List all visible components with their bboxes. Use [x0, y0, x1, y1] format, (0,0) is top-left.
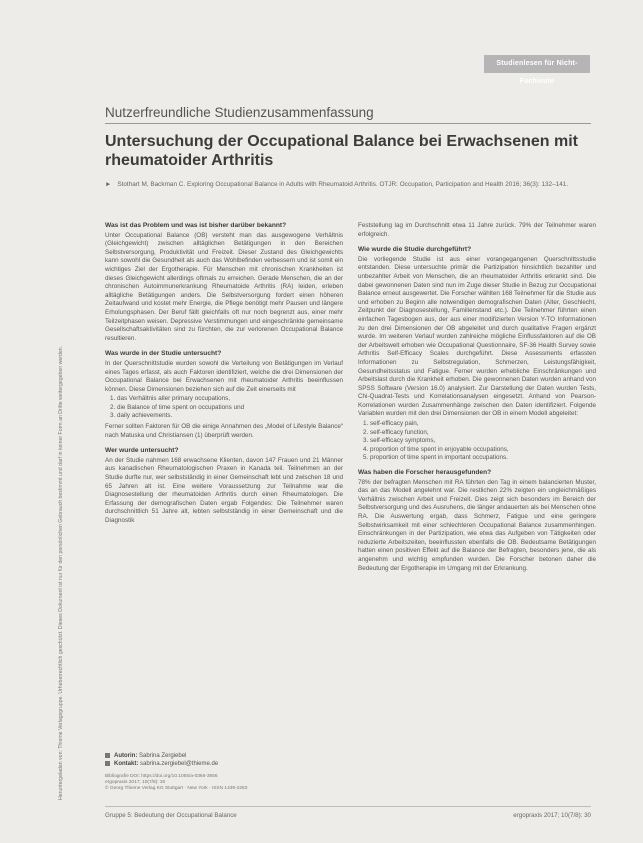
list-item: 5. proportion of time spent in important occupations.: [370, 454, 596, 463]
section-text-results: 78% der befragten Menschen mit RA führten den Tag in einem balancierten Muster, das an das Modell angelehnt war. Die restlichen 22% zeigten ein ungleichmäßiges Verhältnis zwischen Arbeit und Freizeit. Dies zeigt sich besonders im Bereich der Selbstversorgung und des Ausruhens, die länger andauerten als bei Menschen ohne RA. Die Auswertung ergab, dass Schmerz, Fatigue und eine geringere Selbstwirksamkeit mit einer schlechteren Occupational Balance zusammenhingen. Einschränkungen in der Partizipation, wie etwa das Aufgeben von Tätigkeiten oder reduzierte Arbeitszeiten, beeinflussten ebenfalls die OB. Bedeutsame Betätigungen hatten einen positiven Effekt auf die Balance der Befragten, besonders jene, die als angenehm und wichtig empfunden wurden. Die Forscher betonen daher die Bedeutung der Ergotherapie im Umgang mit der Erkrankung.: [358, 478, 596, 572]
section-text-participants: An der Studie nahmen 168 erwachsene Klienten, davon 147 Frauen und 21 Männer aus kanadischen Rheumatologischen Praxen in Kanada teil. Teilnehmen an der Studie durfte nur, wer selbstständig in einer Gemeinschaft lebt und zwischen 18 und 65 Jahren alt ist. Eine weitere Voraussetzung zur Teilnahme war die Diagnosestellung der rheumatoiden Arthritis durch einen Rheumatologen. Die Erfassung der demografischen Daten ergab Folgendes: Die Teilnehmer waren durchschnittlich 51 Jahre alt, lebten selbstständig in einer Gemeinschaft und die Diagnostik: [105, 456, 343, 524]
biblio-publisher: © Georg Thieme Verlag KG Stuttgart · New York · ISSN 1439-2283: [105, 786, 248, 792]
right-column: [358, 222, 596, 580]
footer-left-text: Gruppe 5: Bedeutung der Occupational Balance: [105, 812, 237, 819]
author-label: Autorin:: [114, 753, 138, 759]
list-item: 1. self-efficacy pain,: [370, 420, 596, 429]
section-heading-problem: Was ist das Problem und was ist bisher darüber bekannt?: [105, 222, 287, 229]
biblio-doi: Bibliografie DOI: https://doi.org/10.1055/a-0366-3856: [105, 774, 218, 779]
bibliography: [105, 774, 343, 793]
continued-text: Feststellung lag im Durchschnitt etwa 11 Jahre zurück. 79% der Teilnehmer waren erfolgreich.: [358, 222, 596, 238]
citation-arrow-icon: ►: [105, 181, 112, 188]
section-heading-participants: Wer wurde untersucht?: [105, 447, 179, 455]
footer-page-ref: ergopraxis 2017; 10(7/8): 30: [513, 812, 591, 819]
biblio-journal: ergopraxis 2017; 10(7/8): 30: [105, 780, 166, 786]
citation-text: Stothart M, Backman C. Exploring Occupational Balance in Adults with Rheumatoid Arthritis. OTJR: Occupation, Participation and Health 2016; 36(3): 132–141.: [117, 181, 569, 188]
section-text-studied: In der Querschnittstudie wurden sowohl die Verteilung von Betätigungen im Verlauf eines Tages erfasst, als auch Faktoren identifiziert, welche die drei Dimensionen der Occupational Balance bei Erwachsenen mit rheumatoider Arthritis beeinflussen können. Diese Dimensionen beziehen sich auf die Zeit einerseits mit: [105, 359, 343, 393]
contact-label: Kontakt:: [114, 761, 139, 767]
square-bullet-icon: [105, 753, 110, 758]
copyright-side-note: Heruntergeladen von: Thieme Verlagsgruppe. Urheberrechtlich geschützt. Dieses Dokument ist nur für den persönlichen Gebrauch bestimmt und darf in keiner Form an Dritte weitergegeben werden.: [58, 345, 64, 800]
list-item: 4. proportion of time spent in enjoyable occupations,: [370, 446, 596, 455]
footer-divider: [105, 806, 591, 807]
list-item: 1. das Verhältnis aller primary occupations,: [117, 395, 343, 404]
list-item: 2. self-efficacy function,: [370, 429, 596, 438]
citation: [105, 180, 595, 189]
section-heading-results: Was haben die Forscher herausgefunden?: [358, 469, 492, 477]
author-name: Sabrina Zergiebel: [139, 753, 187, 759]
author-box: [105, 752, 343, 768]
list-item: 2. die Balance of time spent on occupations und: [117, 404, 343, 413]
section-heading-studied: Was wurde in der Studie untersucht?: [105, 350, 222, 358]
contact-link[interactable]: sabrina.zergiebel@thieme.de: [140, 761, 219, 767]
section-text-problem: Unter Occupational Balance (OB) versteht man das ausgewogene Verhältnis (Gleichgewicht) zwischen alltäglichen Betätigungen in den Bereichen Selbstversorgung, Produktivität und Freizeit. Dieser Zustand des Gleichgewichts kann sowohl die Gesundheit als auch das Wohlbefinden verbessern und ist somit ein wichtiges Ziel der Ergotherapie. Für Menschen mit chronischen Krankheiten ist dieses Gleichgewicht allerdings oftmals zu erreichen. Gerade Menschen, die an der chronischen Autoimmunerkrankung Rheumatoide Arthritis (RA) leiden, erleben alltägliche Betätigungen anders. Die Selbstversorgung fordert einen höheren Zeitaufwand und kostet mehr Energie, die Pflege benötigt mehr Pausen und längere Erholungsphasen. Der Beruf fällt gleichfalls oft nur noch begrenzt aus, einer mehr Teilzeitphasen weisen. Depressive Verstimmungen und eingeschränkte gemeinsame Gesellschaftsaktivitäten sind zu fürchten, die zur verlorenen Occupational Balance resultieren.: [105, 231, 343, 342]
section-heading-method: Wie wurde die Studie durchgeführt?: [358, 246, 472, 254]
article-category: Nutzerfreundliche Studienzusammenfassung: [105, 105, 374, 120]
header-divider: [105, 123, 591, 124]
dimensions-list: [105, 395, 343, 421]
section-text-studied-after: Ferner sollten Faktoren für OB die einige Annahmen des „Model of Lifestyle Balance“ nach Matuska und Christiansen (1) überprüft werden.: [105, 423, 343, 439]
section-text-method: Die vorliegende Studie ist aus einer vorangegangenen Querschnittsstudie entstanden. Diese untersuchte primär die Partizipation hinsichtlich bezahlter und unbezahlter Arbeit von Menschen, die an rheumatoider Arthritis erkrankt sind. Die dabei gewonnenen Daten sind nun im Zuge dieser Studie in Bezug zur Occupational Balance erneut ausgewertet. Die Forscher wählten 168 Teilnehmer für die Studie aus und erhoben zu Beginn alle notwendigen demografischen Daten (Alter, Geschlecht, Zeitpunkt der Diagnosestellung, Familienstand etc.). Die Teilnehmer führten einen einfachen Tagesbogen aus, der aus einer modifizierten Version Y-TO Informationen zu den drei Dimensionen der OB abgeleitet und durch qualitative Fragen ergänzt wurde. Im weiteren Verlauf wurden zahlreiche mögliche Einflussfaktoren auf die OB der Arbeitswelt erhoben wie Occupational Questionnaire, SF-36 Health Survey sowie Arthritis Self-Efficacy Scales durchgeführt. Diese Assessments erfassten Informationen zu Selbstregulation, Schmerzen, Leistungsfähigkeit, Gesundheitsstatus und Fatigue. Ferner wurden erhebliche Einschränkungen und Arbeitslast durch die Krankheit erhoben. Die gewonnenen Daten wurden anhand von SPSS Software (Version 16.0) analysiert. Zur Darstellung der Daten wurden Tests, Chi-Quadrat-Tests und Korrelationsanalysen eingesetzt. Anhand von Pearson-Korrelationen wurden Zusammenhänge zwischen den Daten identifiziert. Folgende Variablen wurden mit den drei Dimensionen der OB in einem Modell abgeleitet:: [358, 255, 596, 418]
variables-list: [358, 420, 596, 463]
left-column: [105, 222, 343, 533]
square-bullet-icon: [105, 761, 110, 766]
section-badge: Studienlesen für Nicht-Fachleute: [484, 55, 590, 73]
article-title: Untersuchung der Occupational Balance bei Erwachsenen mit rheumatoider Arthritis: [105, 133, 579, 169]
list-item: 3. self-efficacy symptoms,: [370, 437, 596, 446]
list-item: 3. daily achievements.: [117, 412, 343, 421]
